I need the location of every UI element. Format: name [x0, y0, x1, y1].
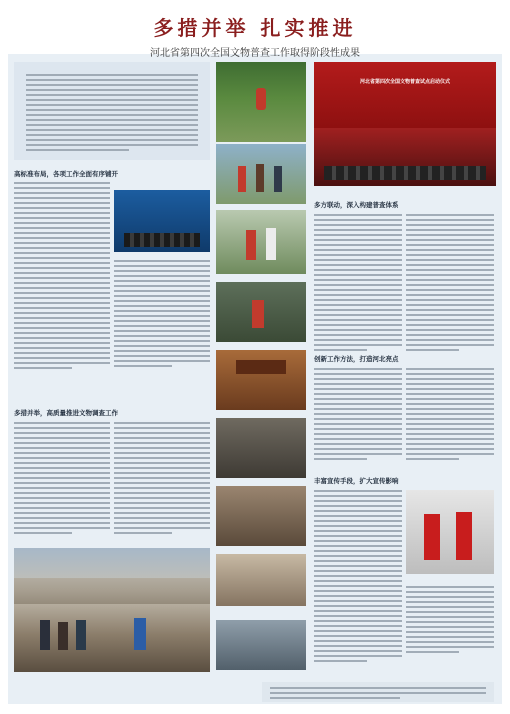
page-subtitle: 河北省第四次全国文物普查工作取得阶段性成果 [150, 48, 360, 59]
photo-survey-tech [216, 282, 306, 342]
photo-ceremony-hall [314, 128, 496, 186]
photo-exhibition [216, 620, 306, 670]
lede-paragraph [14, 62, 210, 160]
page-title: 多措并举 扎实推进 [153, 16, 357, 40]
photo-volunteers [406, 490, 494, 574]
section-2-text [14, 422, 110, 537]
photo-group-outdoor [216, 144, 306, 204]
title-block [8, 4, 502, 59]
photo-training-meeting [114, 190, 210, 252]
photo-launch-ceremony [314, 62, 496, 128]
section-1-text [14, 182, 110, 372]
photo-temple [216, 350, 306, 410]
banner-text: 河北省第四次全国文物普查试点启动仪式 [359, 79, 450, 85]
photo-field-survey [216, 62, 306, 142]
section-heading-1: 高标准布局，各项工作全面有序铺开 [14, 171, 118, 178]
footer-note [262, 682, 494, 702]
section-2-text-col2 [114, 422, 210, 537]
section-4-text [314, 368, 402, 463]
section-heading-3: 多方联动，深入构建普查体系 [314, 202, 399, 209]
photo-conference [216, 486, 306, 546]
photo-great-wall [14, 548, 210, 672]
section-1-text-col2 [114, 260, 210, 370]
photo-survey-team [216, 210, 306, 274]
section-3-text-col2 [406, 214, 494, 354]
section-heading-2: 多措并举，高质量推进文物调查工作 [14, 410, 118, 417]
section-heading-4: 创新工作方法，打造河北亮点 [314, 356, 399, 363]
photo-document-review [216, 418, 306, 478]
section-3-text [314, 214, 402, 354]
section-5-text [314, 490, 402, 665]
section-4-text-col2 [406, 368, 494, 463]
photo-meeting-room [216, 554, 306, 606]
newspaper-page [8, 4, 502, 704]
section-heading-5: 丰富宣传手段，扩大宣传影响 [314, 478, 399, 485]
section-5-text-col2 [406, 586, 494, 656]
